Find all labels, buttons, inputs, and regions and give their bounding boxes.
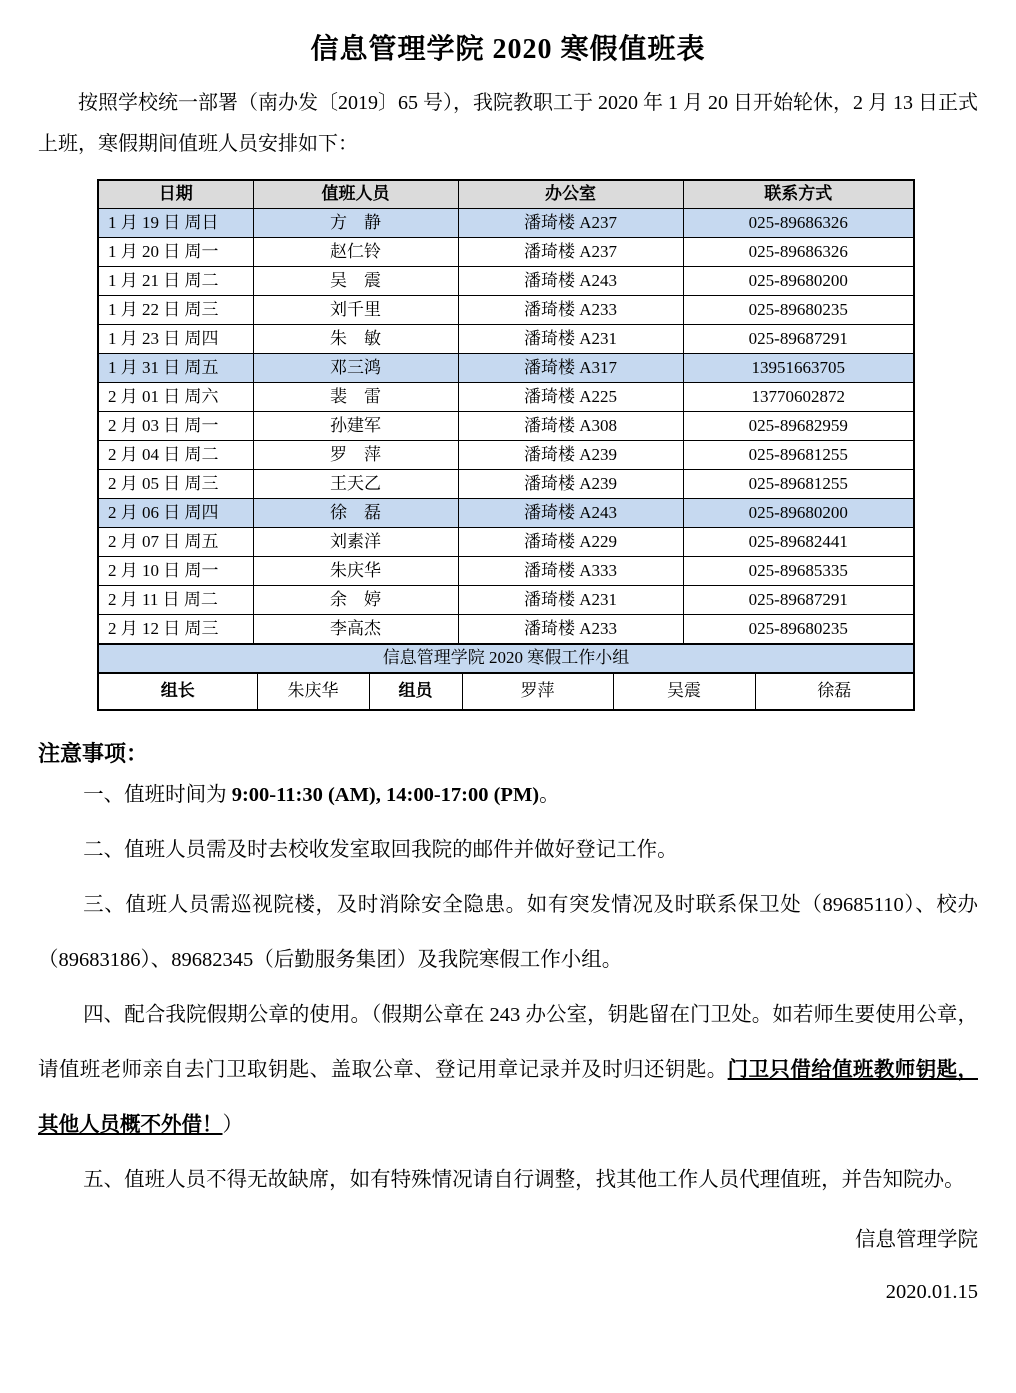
note-segment: 门卫只借给值班教师钥匙，其他人员概不外借！ bbox=[38, 1058, 978, 1136]
duty-cell-office: 潘琦楼 A231 bbox=[458, 585, 683, 614]
duty-cell-person: 方 静 bbox=[253, 208, 458, 237]
duty-cell-person: 王天乙 bbox=[253, 469, 458, 498]
note-segment: 四、配合我院假期公章的使用。（假期公章在 243 办公室，钥匙留在门卫处。如若师生要使用公章，请值班老师亲自去门卫取钥匙、盖取公章、登记用章记录并及时归还钥匙。 bbox=[38, 1004, 978, 1081]
duty-cell-phone: 025-89686326 bbox=[683, 208, 914, 237]
duty-cell-office: 潘琦楼 A233 bbox=[458, 614, 683, 644]
signature-org: 信息管理学院 bbox=[855, 1228, 978, 1251]
page-title: 信息管理学院 2020 寒假值班表 bbox=[310, 34, 706, 65]
work-group-table bbox=[97, 674, 915, 711]
duty-cell-date: 2 月 07 日 周五 bbox=[98, 527, 253, 556]
duty-cell-person: 李高杰 bbox=[253, 614, 458, 644]
duty-row bbox=[98, 469, 914, 498]
note-segment: 五、值班人员不得无故缺席，如有特殊情况请自行调整，找其他工作人员代理值班，并告知院办。 bbox=[83, 1168, 965, 1191]
notes-list bbox=[38, 768, 978, 1208]
duty-cell-date: 2 月 01 日 周六 bbox=[98, 382, 253, 411]
duty-cell-office: 潘琦楼 A317 bbox=[458, 353, 683, 382]
duty-cell-office: 潘琦楼 A237 bbox=[458, 208, 683, 237]
note-segment: 二、值班人员需及时去校收发室取回我院的邮件并做好登记工作。 bbox=[83, 839, 678, 862]
duty-cell-date: 2 月 11 日 周二 bbox=[98, 585, 253, 614]
duty-cell-date: 2 月 06 日 周四 bbox=[98, 498, 253, 527]
duty-cell-phone: 025-89680235 bbox=[683, 295, 914, 324]
duty-cell-date: 1 月 21 日 周二 bbox=[98, 266, 253, 295]
group-member-label: 组员 bbox=[369, 674, 462, 710]
duty-row bbox=[98, 556, 914, 585]
duty-cell-office: 潘琦楼 A239 bbox=[458, 469, 683, 498]
duty-row bbox=[98, 208, 914, 237]
group-banner-section bbox=[98, 644, 914, 673]
duty-cell-office: 潘琦楼 A333 bbox=[458, 556, 683, 585]
duty-cell-date: 1 月 31 日 周五 bbox=[98, 353, 253, 382]
duty-cell-date: 2 月 05 日 周三 bbox=[98, 469, 253, 498]
duty-row bbox=[98, 585, 914, 614]
group-member-2: 吴震 bbox=[613, 674, 755, 710]
note-item bbox=[38, 988, 978, 1153]
duty-cell-person: 孙建军 bbox=[253, 411, 458, 440]
duty-cell-phone: 025-89680200 bbox=[683, 498, 914, 527]
duty-cell-office: 潘琦楼 A237 bbox=[458, 237, 683, 266]
duty-table-header bbox=[98, 180, 914, 209]
note-segment: ） bbox=[222, 1113, 243, 1136]
note-segment: 。 bbox=[539, 784, 560, 807]
duty-row bbox=[98, 614, 914, 644]
duty-row bbox=[98, 411, 914, 440]
group-banner-text: 信息管理学院 2020 寒假工作小组 bbox=[98, 644, 914, 673]
note-item bbox=[38, 1153, 978, 1208]
duty-cell-person: 邓三鸿 bbox=[253, 353, 458, 382]
duty-cell-person: 朱庆华 bbox=[253, 556, 458, 585]
duty-table bbox=[97, 179, 915, 674]
duty-cell-office: 潘琦楼 A308 bbox=[458, 411, 683, 440]
duty-cell-person: 徐 磊 bbox=[253, 498, 458, 527]
work-group-row bbox=[98, 674, 914, 710]
duty-cell-phone: 025-89682441 bbox=[683, 527, 914, 556]
duty-cell-phone: 13770602872 bbox=[683, 382, 914, 411]
duty-cell-phone: 025-89680200 bbox=[683, 266, 914, 295]
duty-cell-office: 潘琦楼 A231 bbox=[458, 324, 683, 353]
duty-row bbox=[98, 498, 914, 527]
note-item bbox=[38, 878, 978, 988]
duty-cell-phone: 025-89681255 bbox=[683, 440, 914, 469]
duty-cell-date: 1 月 23 日 周四 bbox=[98, 324, 253, 353]
note-segment: 一、值班时间为 bbox=[83, 784, 232, 807]
duty-cell-person: 余 婷 bbox=[253, 585, 458, 614]
group-member-1: 罗萍 bbox=[462, 674, 613, 710]
duty-row bbox=[98, 295, 914, 324]
group-leader-label: 组长 bbox=[98, 674, 257, 710]
duty-cell-phone: 025-89681255 bbox=[683, 469, 914, 498]
duty-row bbox=[98, 353, 914, 382]
group-member-3: 徐磊 bbox=[755, 674, 914, 710]
duty-cell-date: 2 月 10 日 周一 bbox=[98, 556, 253, 585]
duty-cell-office: 潘琦楼 A229 bbox=[458, 527, 683, 556]
note-segment: 三、值班人员需巡视院楼，及时消除安全隐患。如有突发情况及时联系保卫处（89685110）、校办（89683186）、89682345（后勤服务集团）及我院寒假工作小组。 bbox=[38, 894, 978, 972]
duty-row bbox=[98, 527, 914, 556]
duty-cell-person: 朱 敏 bbox=[253, 324, 458, 353]
duty-cell-phone: 13951663705 bbox=[683, 353, 914, 382]
duty-cell-date: 2 月 04 日 周二 bbox=[98, 440, 253, 469]
notes-heading: 注意事项： bbox=[38, 740, 149, 766]
duty-cell-phone: 025-89685335 bbox=[683, 556, 914, 585]
header-phone: 联系方式 bbox=[683, 180, 914, 209]
duty-cell-person: 赵仁铃 bbox=[253, 237, 458, 266]
duty-cell-office: 潘琦楼 A225 bbox=[458, 382, 683, 411]
duty-row bbox=[98, 324, 914, 353]
duty-cell-person: 刘千里 bbox=[253, 295, 458, 324]
group-banner-row bbox=[98, 644, 914, 673]
duty-cell-person: 刘素洋 bbox=[253, 527, 458, 556]
duty-cell-phone: 025-89680235 bbox=[683, 614, 914, 644]
duty-cell-office: 潘琦楼 A243 bbox=[458, 266, 683, 295]
duty-cell-office: 潘琦楼 A233 bbox=[458, 295, 683, 324]
duty-table-container bbox=[97, 179, 913, 711]
duty-row bbox=[98, 237, 914, 266]
signature-block bbox=[38, 1214, 978, 1319]
note-item bbox=[38, 823, 978, 878]
duty-cell-office: 潘琦楼 A239 bbox=[458, 440, 683, 469]
duty-cell-person: 罗 萍 bbox=[253, 440, 458, 469]
duty-cell-person: 裴 雷 bbox=[253, 382, 458, 411]
duty-cell-person: 吴 震 bbox=[253, 266, 458, 295]
duty-cell-office: 潘琦楼 A243 bbox=[458, 498, 683, 527]
signature-date: 2020.01.15 bbox=[885, 1281, 978, 1304]
header-row bbox=[98, 180, 914, 209]
note-item bbox=[38, 768, 978, 823]
group-leader-name: 朱庆华 bbox=[257, 674, 369, 710]
duty-cell-phone: 025-89687291 bbox=[683, 585, 914, 614]
duty-cell-date: 2 月 12 日 周三 bbox=[98, 614, 253, 644]
duty-row bbox=[98, 440, 914, 469]
duty-cell-phone: 025-89687291 bbox=[683, 324, 914, 353]
duty-cell-date: 1 月 20 日 周一 bbox=[98, 237, 253, 266]
intro-paragraph: 按照学校统一部署（南办发〔2019〕65 号），我院教职工于 2020 年 1 月 20 日开始轮休，2 月 13 日正式上班，寒假期间值班人员安排如下： bbox=[38, 91, 978, 155]
duty-cell-date: 1 月 19 日 周日 bbox=[98, 208, 253, 237]
duty-cell-phone: 025-89682959 bbox=[683, 411, 914, 440]
duty-table-body bbox=[98, 208, 914, 644]
duty-cell-phone: 025-89686326 bbox=[683, 237, 914, 266]
header-office: 办公室 bbox=[458, 180, 683, 209]
duty-row bbox=[98, 266, 914, 295]
duty-cell-date: 1 月 22 日 周三 bbox=[98, 295, 253, 324]
header-date: 日期 bbox=[98, 180, 253, 209]
duty-cell-date: 2 月 03 日 周一 bbox=[98, 411, 253, 440]
note-segment: 9:00-11:30 (AM), 14:00-17:00 (PM) bbox=[231, 784, 540, 807]
header-person: 值班人员 bbox=[253, 180, 458, 209]
duty-row bbox=[98, 382, 914, 411]
